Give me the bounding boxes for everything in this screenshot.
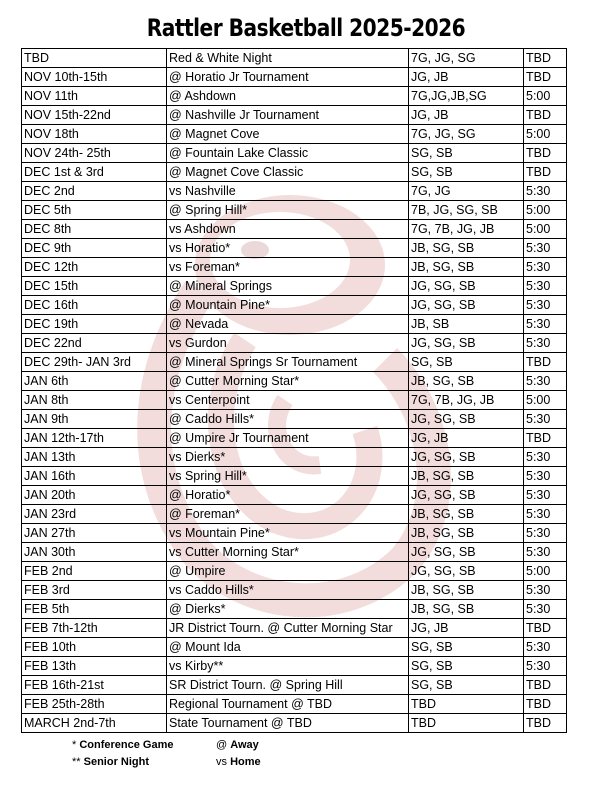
teams-cell: SG, SB: [409, 638, 524, 657]
opponent-cell: vs Gurdon: [167, 334, 409, 353]
teams-cell: JB, SG, SB: [409, 505, 524, 524]
legend-away-label: Away: [230, 739, 259, 751]
teams-cell: TBD: [409, 695, 524, 714]
game-date-cell: NOV 15th-22nd: [22, 106, 167, 125]
schedule-row: [22, 543, 567, 562]
schedule-row: [22, 296, 567, 315]
teams-cell: 7G, 7B, JG, JB: [409, 220, 524, 239]
opponent-cell: vs Horatio*: [167, 239, 409, 258]
schedule-row: [22, 182, 567, 201]
opponent-cell: @ Mount Ida: [167, 638, 409, 657]
game-date-cell: DEC 19th: [22, 315, 167, 334]
opponent-cell: vs Kirby**: [167, 657, 409, 676]
game-time-cell: TBD: [524, 619, 567, 638]
legend-home-label: Home: [230, 756, 261, 768]
game-date-cell: JAN 8th: [22, 391, 167, 410]
game-time-cell: 5:30: [524, 296, 567, 315]
schedule-row: [22, 239, 567, 258]
opponent-cell: @ Mineral Springs Sr Tournament: [167, 353, 409, 372]
opponent-cell: SR District Tourn. @ Spring Hill: [167, 676, 409, 695]
schedule-row: [22, 220, 567, 239]
opponent-cell: vs Foreman*: [167, 258, 409, 277]
legend-row: [72, 737, 312, 754]
game-time-cell: 5:30: [524, 581, 567, 600]
opponent-cell: vs Nashville: [167, 182, 409, 201]
game-time-cell: TBD: [524, 49, 567, 68]
schedule-row: [22, 391, 567, 410]
game-time-cell: 5:00: [524, 391, 567, 410]
game-date-cell: FEB 3rd: [22, 581, 167, 600]
game-date-cell: JAN 20th: [22, 486, 167, 505]
schedule-row: [22, 201, 567, 220]
teams-cell: JG, JB: [409, 106, 524, 125]
schedule-row: [22, 581, 567, 600]
game-time-cell: 5:00: [524, 201, 567, 220]
legend-conference-label: Conference Game: [79, 739, 174, 751]
legend-row: [72, 754, 312, 771]
teams-cell: JB, SB: [409, 315, 524, 334]
schedule-row: [22, 315, 567, 334]
game-date-cell: DEC 1st & 3rd: [22, 163, 167, 182]
teams-cell: JG, JB: [409, 429, 524, 448]
legend: [72, 737, 312, 771]
game-time-cell: TBD: [524, 676, 567, 695]
schedule-row: [22, 258, 567, 277]
teams-cell: JB, SG, SB: [409, 372, 524, 391]
teams-cell: JB, SG, SB: [409, 239, 524, 258]
teams-cell: 7G, JG, SG: [409, 125, 524, 144]
teams-cell: SG, SB: [409, 144, 524, 163]
schedule-row: [22, 334, 567, 353]
opponent-cell: @ Umpire: [167, 562, 409, 581]
game-date-cell: TBD: [22, 49, 167, 68]
game-date-cell: JAN 30th: [22, 543, 167, 562]
game-date-cell: DEC 29th- JAN 3rd: [22, 353, 167, 372]
opponent-cell: vs Ashdown: [167, 220, 409, 239]
page-title: Rattler Basketball 2025-2026: [146, 14, 466, 42]
opponent-cell: State Tournament @ TBD: [167, 714, 409, 733]
opponent-cell: vs Dierks*: [167, 448, 409, 467]
schedule-row: [22, 144, 567, 163]
game-time-cell: 5:30: [524, 543, 567, 562]
game-date-cell: DEC 2nd: [22, 182, 167, 201]
game-time-cell: 5:30: [524, 277, 567, 296]
game-time-cell: TBD: [524, 106, 567, 125]
opponent-cell: @ Horatio*: [167, 486, 409, 505]
opponent-cell: @ Mineral Springs: [167, 277, 409, 296]
game-date-cell: JAN 23rd: [22, 505, 167, 524]
schedule-row: [22, 600, 567, 619]
opponent-cell: Red & White Night: [167, 49, 409, 68]
game-time-cell: 5:30: [524, 258, 567, 277]
game-date-cell: FEB 10th: [22, 638, 167, 657]
game-date-cell: DEC 16th: [22, 296, 167, 315]
opponent-cell: @ Magnet Cove: [167, 125, 409, 144]
opponent-cell: @ Spring Hill*: [167, 201, 409, 220]
teams-cell: JG, SG, SB: [409, 562, 524, 581]
schedule-row: [22, 638, 567, 657]
game-time-cell: 5:30: [524, 182, 567, 201]
schedule-row: [22, 106, 567, 125]
schedule-row: [22, 87, 567, 106]
opponent-cell: @ Cutter Morning Star*: [167, 372, 409, 391]
game-date-cell: DEC 15th: [22, 277, 167, 296]
game-time-cell: 5:30: [524, 239, 567, 258]
schedule-row: [22, 714, 567, 733]
opponent-cell: @ Caddo Hills*: [167, 410, 409, 429]
game-date-cell: DEC 12th: [22, 258, 167, 277]
teams-cell: JG, JB: [409, 68, 524, 87]
game-time-cell: TBD: [524, 714, 567, 733]
game-time-cell: 5:30: [524, 486, 567, 505]
opponent-cell: vs Centerpoint: [167, 391, 409, 410]
opponent-cell: @ Fountain Lake Classic: [167, 144, 409, 163]
opponent-cell: vs Mountain Pine*: [167, 524, 409, 543]
legend-away-mark: @: [216, 739, 228, 751]
game-time-cell: 5:30: [524, 505, 567, 524]
game-date-cell: DEC 8th: [22, 220, 167, 239]
opponent-cell: Regional Tournament @ TBD: [167, 695, 409, 714]
opponent-cell: @ Nashville Jr Tournament: [167, 106, 409, 125]
schedule-row: [22, 657, 567, 676]
opponent-cell: JR District Tourn. @ Cutter Morning Star: [167, 619, 409, 638]
opponent-cell: @ Umpire Jr Tournament: [167, 429, 409, 448]
schedule-row: [22, 676, 567, 695]
teams-cell: SG, SB: [409, 657, 524, 676]
game-date-cell: JAN 13th: [22, 448, 167, 467]
game-time-cell: TBD: [524, 163, 567, 182]
opponent-cell: @ Foreman*: [167, 505, 409, 524]
teams-cell: JG, SG, SB: [409, 334, 524, 353]
game-date-cell: NOV 10th-15th: [22, 68, 167, 87]
teams-cell: JG, SG, SB: [409, 448, 524, 467]
game-time-cell: 5:30: [524, 410, 567, 429]
schedule-row: [22, 486, 567, 505]
game-date-cell: JAN 16th: [22, 467, 167, 486]
teams-cell: JG, JB: [409, 619, 524, 638]
teams-cell: JB, SG, SB: [409, 600, 524, 619]
schedule-row: [22, 448, 567, 467]
game-time-cell: 5:30: [524, 467, 567, 486]
schedule-row: [22, 467, 567, 486]
game-date-cell: FEB 16th-21st: [22, 676, 167, 695]
opponent-cell: @ Dierks*: [167, 600, 409, 619]
schedule-row: [22, 410, 567, 429]
teams-cell: SG, SB: [409, 163, 524, 182]
game-date-cell: NOV 24th- 25th: [22, 144, 167, 163]
game-time-cell: TBD: [524, 144, 567, 163]
teams-cell: JG, SG, SB: [409, 296, 524, 315]
schedule-row: [22, 695, 567, 714]
game-date-cell: MARCH 2nd-7th: [22, 714, 167, 733]
teams-cell: JB, SG, SB: [409, 467, 524, 486]
game-date-cell: FEB 25th-28th: [22, 695, 167, 714]
game-time-cell: TBD: [524, 353, 567, 372]
game-time-cell: 5:30: [524, 657, 567, 676]
teams-cell: 7G, JG: [409, 182, 524, 201]
teams-cell: JG, SG, SB: [409, 410, 524, 429]
teams-cell: JG, SG, SB: [409, 486, 524, 505]
game-time-cell: 5:30: [524, 524, 567, 543]
game-date-cell: NOV 11th: [22, 87, 167, 106]
game-date-cell: JAN 6th: [22, 372, 167, 391]
opponent-cell: @ Ashdown: [167, 87, 409, 106]
game-time-cell: 5:30: [524, 600, 567, 619]
legend-conference-mark: *: [72, 739, 77, 751]
game-date-cell: NOV 18th: [22, 125, 167, 144]
game-time-cell: 5:30: [524, 315, 567, 334]
schedule-row: [22, 505, 567, 524]
opponent-cell: @ Nevada: [167, 315, 409, 334]
game-time-cell: 5:30: [524, 638, 567, 657]
teams-cell: SG, SB: [409, 676, 524, 695]
game-date-cell: FEB 2nd: [22, 562, 167, 581]
game-time-cell: TBD: [524, 429, 567, 448]
game-date-cell: FEB 13th: [22, 657, 167, 676]
teams-cell: JG, SG, SB: [409, 543, 524, 562]
teams-cell: TBD: [409, 714, 524, 733]
legend-home-mark: vs: [216, 756, 227, 768]
teams-cell: 7B, JG, SG, SB: [409, 201, 524, 220]
teams-cell: JB, SG, SB: [409, 524, 524, 543]
schedule-table: [21, 48, 567, 733]
game-time-cell: 5:30: [524, 448, 567, 467]
teams-cell: JB, SG, SB: [409, 258, 524, 277]
game-time-cell: 5:30: [524, 372, 567, 391]
teams-cell: 7G,JG,JB,SG: [409, 87, 524, 106]
game-date-cell: DEC 5th: [22, 201, 167, 220]
opponent-cell: @ Mountain Pine*: [167, 296, 409, 315]
schedule-row: [22, 619, 567, 638]
game-date-cell: FEB 5th: [22, 600, 167, 619]
schedule-row: [22, 429, 567, 448]
opponent-cell: vs Cutter Morning Star*: [167, 543, 409, 562]
schedule-row: [22, 277, 567, 296]
game-time-cell: 5:00: [524, 562, 567, 581]
teams-cell: JB, SG, SB: [409, 581, 524, 600]
schedule-row: [22, 353, 567, 372]
opponent-cell: @ Magnet Cove Classic: [167, 163, 409, 182]
game-date-cell: FEB 7th-12th: [22, 619, 167, 638]
teams-cell: 7G, 7B, JG, JB: [409, 391, 524, 410]
teams-cell: JG, SG, SB: [409, 277, 524, 296]
schedule-row: [22, 562, 567, 581]
schedule-row: [22, 524, 567, 543]
game-date-cell: JAN 9th: [22, 410, 167, 429]
game-time-cell: 5:00: [524, 220, 567, 239]
game-date-cell: DEC 22nd: [22, 334, 167, 353]
game-time-cell: 5:30: [524, 334, 567, 353]
game-time-cell: TBD: [524, 695, 567, 714]
schedule-row: [22, 49, 567, 68]
opponent-cell: vs Spring Hill*: [167, 467, 409, 486]
legend-senior-label: Senior Night: [83, 756, 150, 768]
schedule-row: [22, 68, 567, 87]
schedule-row: [22, 125, 567, 144]
opponent-cell: @ Horatio Jr Tournament: [167, 68, 409, 87]
game-time-cell: 5:00: [524, 125, 567, 144]
schedule-row: [22, 372, 567, 391]
game-date-cell: JAN 27th: [22, 524, 167, 543]
game-date-cell: DEC 9th: [22, 239, 167, 258]
teams-cell: SG, SB: [409, 353, 524, 372]
game-date-cell: JAN 12th-17th: [22, 429, 167, 448]
teams-cell: 7G, JG, SG: [409, 49, 524, 68]
opponent-cell: vs Caddo Hills*: [167, 581, 409, 600]
schedule-row: [22, 163, 567, 182]
game-time-cell: TBD: [524, 68, 567, 87]
game-time-cell: 5:00: [524, 87, 567, 106]
legend-senior-mark: **: [72, 756, 81, 768]
